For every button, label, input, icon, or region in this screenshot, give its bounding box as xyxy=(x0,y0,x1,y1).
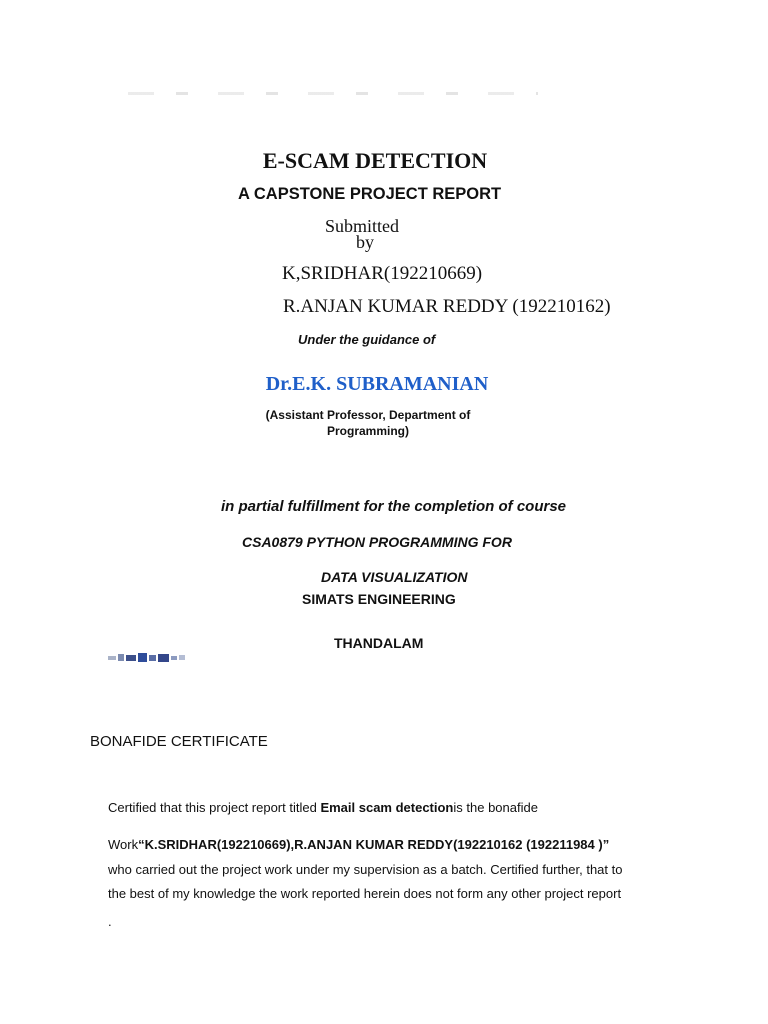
guide-designation: (Assistant Professor, Department of Programming) xyxy=(265,408,471,438)
certificate-line-1-suffix: is the bonafide xyxy=(453,800,538,815)
project-title-text: Email scam detection xyxy=(320,800,454,815)
certificate-students: “K.SRIDHAR(192210669),R.ANJAN KUMAR REDDY(192210162 (192211984 )” xyxy=(138,837,610,852)
certificate-line-5: . xyxy=(108,914,112,929)
certificate-line-4: the best of my knowledge the work reported herein does not form any other project report xyxy=(108,886,622,901)
guidance-label: Under the guidance of xyxy=(298,332,436,347)
certificate-line-1-prefix: Certified that this project report titled xyxy=(108,800,321,815)
submitted-label: Submitted xyxy=(325,216,400,236)
author-2: R.ANJAN KUMAR REDDY (192210162) xyxy=(283,296,611,317)
certificate-line-3: who carried out the project work under my supervision as a batch. Certified further, that to xyxy=(108,862,623,877)
certificate-line-1 xyxy=(108,800,538,815)
guide-name: Dr.E.K. SUBRAMANIAN xyxy=(265,373,489,395)
institution-name: SIMATS ENGINEERING xyxy=(302,591,456,607)
report-subtitle: A CAPSTONE PROJECT REPORT xyxy=(238,185,502,203)
by-label: by xyxy=(356,232,374,252)
certificate-line-2 xyxy=(108,837,609,852)
report-title: E-SCAM DETECTION xyxy=(262,148,488,173)
institution-place: THANDALAM xyxy=(334,635,424,651)
course-code: CSA0879 PYTHON PROGRAMMING FOR xyxy=(242,534,512,550)
author-1: K,SRIDHAR(192210669) xyxy=(282,263,483,284)
certificate-line-2-prefix: Work xyxy=(108,837,139,852)
certificate-heading: BONAFIDE CERTIFICATE xyxy=(90,733,268,750)
fulfillment-text: in partial fulfillment for the completion of course xyxy=(221,498,567,515)
top-scan-artifact xyxy=(128,92,538,95)
logo-artifact-icon xyxy=(106,651,188,665)
course-name: DATA VISUALIZATION xyxy=(321,569,468,585)
